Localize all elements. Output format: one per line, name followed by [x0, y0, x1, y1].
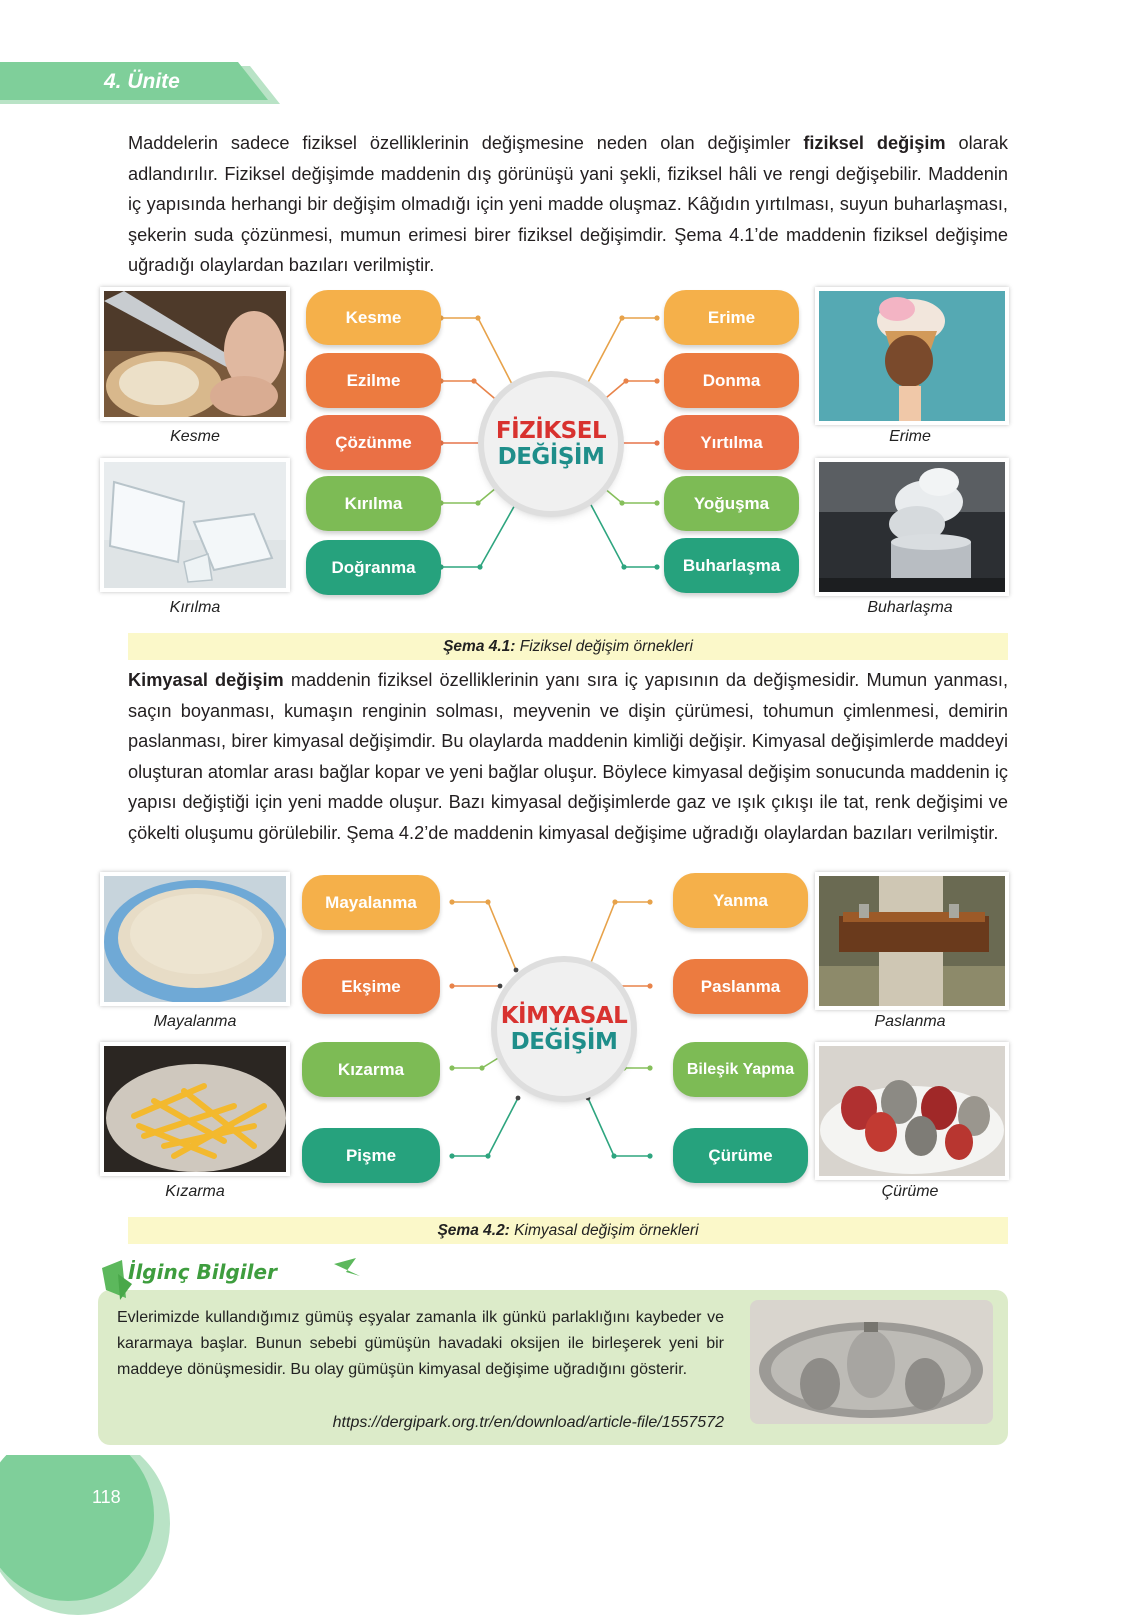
dough-bowl-image	[104, 876, 286, 1002]
caption-kizarma: Kızarma	[165, 1183, 225, 1200]
photo-mayalanma	[100, 872, 290, 1006]
pill-bilesik-yapma: Bileşik Yapma	[673, 1042, 808, 1097]
schema1-caption	[128, 633, 1008, 660]
photo-buharlasma	[815, 458, 1009, 596]
page-number: 118	[92, 1487, 121, 1507]
intro-paragraph	[128, 128, 1008, 281]
photo-paslanma	[815, 872, 1009, 1010]
chem-term-bold: Kimyasal değişim	[128, 670, 284, 690]
hub1-line1: FİZİKSEL	[495, 418, 607, 444]
caption-curume: Çürüme	[881, 1183, 939, 1200]
pill-curume: Çürüme	[673, 1128, 808, 1183]
rusty-pipe-image	[819, 876, 1005, 1006]
pill-kizarma: Kızarma	[302, 1042, 440, 1097]
pill-mayalanma: Mayalanma	[302, 875, 440, 930]
pill-yogusma: Yoğuşma	[664, 476, 799, 531]
hub2-line2: DEĞİŞİM	[510, 1029, 618, 1055]
caption-erime: Erime	[889, 428, 931, 445]
schema2-caption-text: Kimyasal değişim örnekleri	[509, 1222, 699, 1239]
steaming-pot-image	[819, 462, 1005, 592]
french-fries-image	[104, 1046, 286, 1172]
caption-kesme: Kesme	[170, 428, 220, 445]
rotten-strawberries-image	[819, 1046, 1005, 1176]
page-corner	[0, 1455, 170, 1616]
hub-fiziksel-degisim	[484, 377, 618, 511]
bread-knife-image	[104, 291, 286, 417]
photo-kizarma	[100, 1042, 290, 1176]
pill-ezilme: Ezilme	[306, 353, 441, 408]
info-title-badge	[98, 1254, 368, 1306]
pill-kesme: Kesme	[306, 290, 441, 345]
page-corner-shape	[0, 1455, 170, 1616]
broken-glass-image	[104, 462, 286, 588]
schema1-caption-text: Fiziksel değişim örnekleri	[515, 638, 693, 655]
photo-erime	[815, 287, 1009, 425]
silver-tea-set-image	[750, 1300, 993, 1424]
chem-text: maddenin fiziksel özelliklerinin yanı sıra iç yapısının da değişmesidir. Mumun yanması, saçın boyanması, kumaşın renginin solması, meyvenin ve dişin çürümesi, tohumun çimlenmesi, demirin paslanması, birer kimyasal değişimdir. Bu olaylarda maddenin kimliği değişir. Kimyasal değişimlerde maddeyi oluşturan atomlar arası bağlar kopar ve yeni bağlar oluşur. Böylece kimyasal değişim sonucunda maddenin iç yapısı değiştiği için yeni madde oluşur. Bazı kimyasal değişimlerde gaz ve ışık çıkışı ile tat, renk değişimi ve çökelti oluşumu görülebilir. Şema 4.2’de maddenin kimyasal değişime uğradığı olaylardan bazıları verilmiştir.	[128, 670, 1009, 843]
schema1-caption-label: Şema 4.1:	[443, 638, 516, 655]
caption-kirilma: Kırılma	[169, 599, 221, 616]
pill-kirilma: Kırılma	[306, 476, 441, 531]
info-title: İlginç Bilgiler	[128, 1260, 277, 1284]
pill-pisme: Pişme	[302, 1128, 440, 1183]
pill-dogranma: Doğranma	[306, 540, 441, 595]
hub1-line2: DEĞİŞİM	[497, 444, 605, 470]
schema2-caption	[128, 1217, 1008, 1244]
pill-eksime: Ekşime	[302, 959, 440, 1014]
pill-cozunme: Çözünme	[306, 415, 441, 470]
melting-icecream-image	[819, 291, 1005, 421]
intro-term-bold: fiziksel değişim	[803, 133, 946, 153]
photo-kesme	[100, 287, 290, 421]
photo-curume	[815, 1042, 1009, 1180]
pill-erime: Erime	[664, 290, 799, 345]
info-source-url: https://dergipark.org.tr/en/download/article-file/1557572	[332, 1414, 724, 1431]
pill-yirtilma: Yırtılma	[664, 415, 799, 470]
caption-buharlasma: Buharlaşma	[867, 599, 953, 616]
schema2-caption-label: Şema 4.2:	[437, 1222, 510, 1239]
intro-text-b: olarak adlandırılır. Fiziksel değişimde maddenin dış görünüşü yani şekli, fiziksel hâli ve rengi değişebilir. Maddenin iç yapısında herhangi bir değişim olmadığı için yeni madde oluşmaz. Kâğıdın yırtılması, suyun buharlaşması, şekerin suda çözünmesi, mumun erimesi birer fiziksel değişimdir. Şema 4.1’de maddenin fiziksel değişime uğradığı olaylardan bazıları verilmiştir.	[128, 133, 1009, 275]
caption-mayalanma: Mayalanma	[153, 1013, 237, 1030]
intro-text-a: Maddelerin sadece fiziksel özelliklerinin değişmesine neden olan değişimler	[128, 133, 804, 153]
chem-paragraph	[128, 665, 1008, 848]
photo-silver-tea-set	[750, 1300, 993, 1424]
pill-donma: Donma	[664, 353, 799, 408]
info-text: Evlerimizde kullandığımız gümüş eşyalar zamanla ilk günkü parlaklığını kaybeder ve kararmaya başlar. Bunun sebebi gümüşün havadaki oksijen ile birleşerek yeni bir maddeye dönüşmesidir. Bu olay gümüşün kimyasal değişime uğradığını gösterir.	[117, 1309, 724, 1378]
photo-kirilma	[100, 458, 290, 592]
pill-yanma: Yanma	[673, 873, 808, 928]
unit-title: 4. Ünite	[104, 70, 180, 93]
caption-paslanma: Paslanma	[874, 1013, 946, 1030]
pill-paslanma: Paslanma	[673, 959, 808, 1014]
pill-buharlasma: Buharlaşma	[664, 538, 799, 593]
hub2-line1: KİMYASAL	[500, 1003, 628, 1029]
hub-kimyasal-degisim	[497, 962, 631, 1096]
